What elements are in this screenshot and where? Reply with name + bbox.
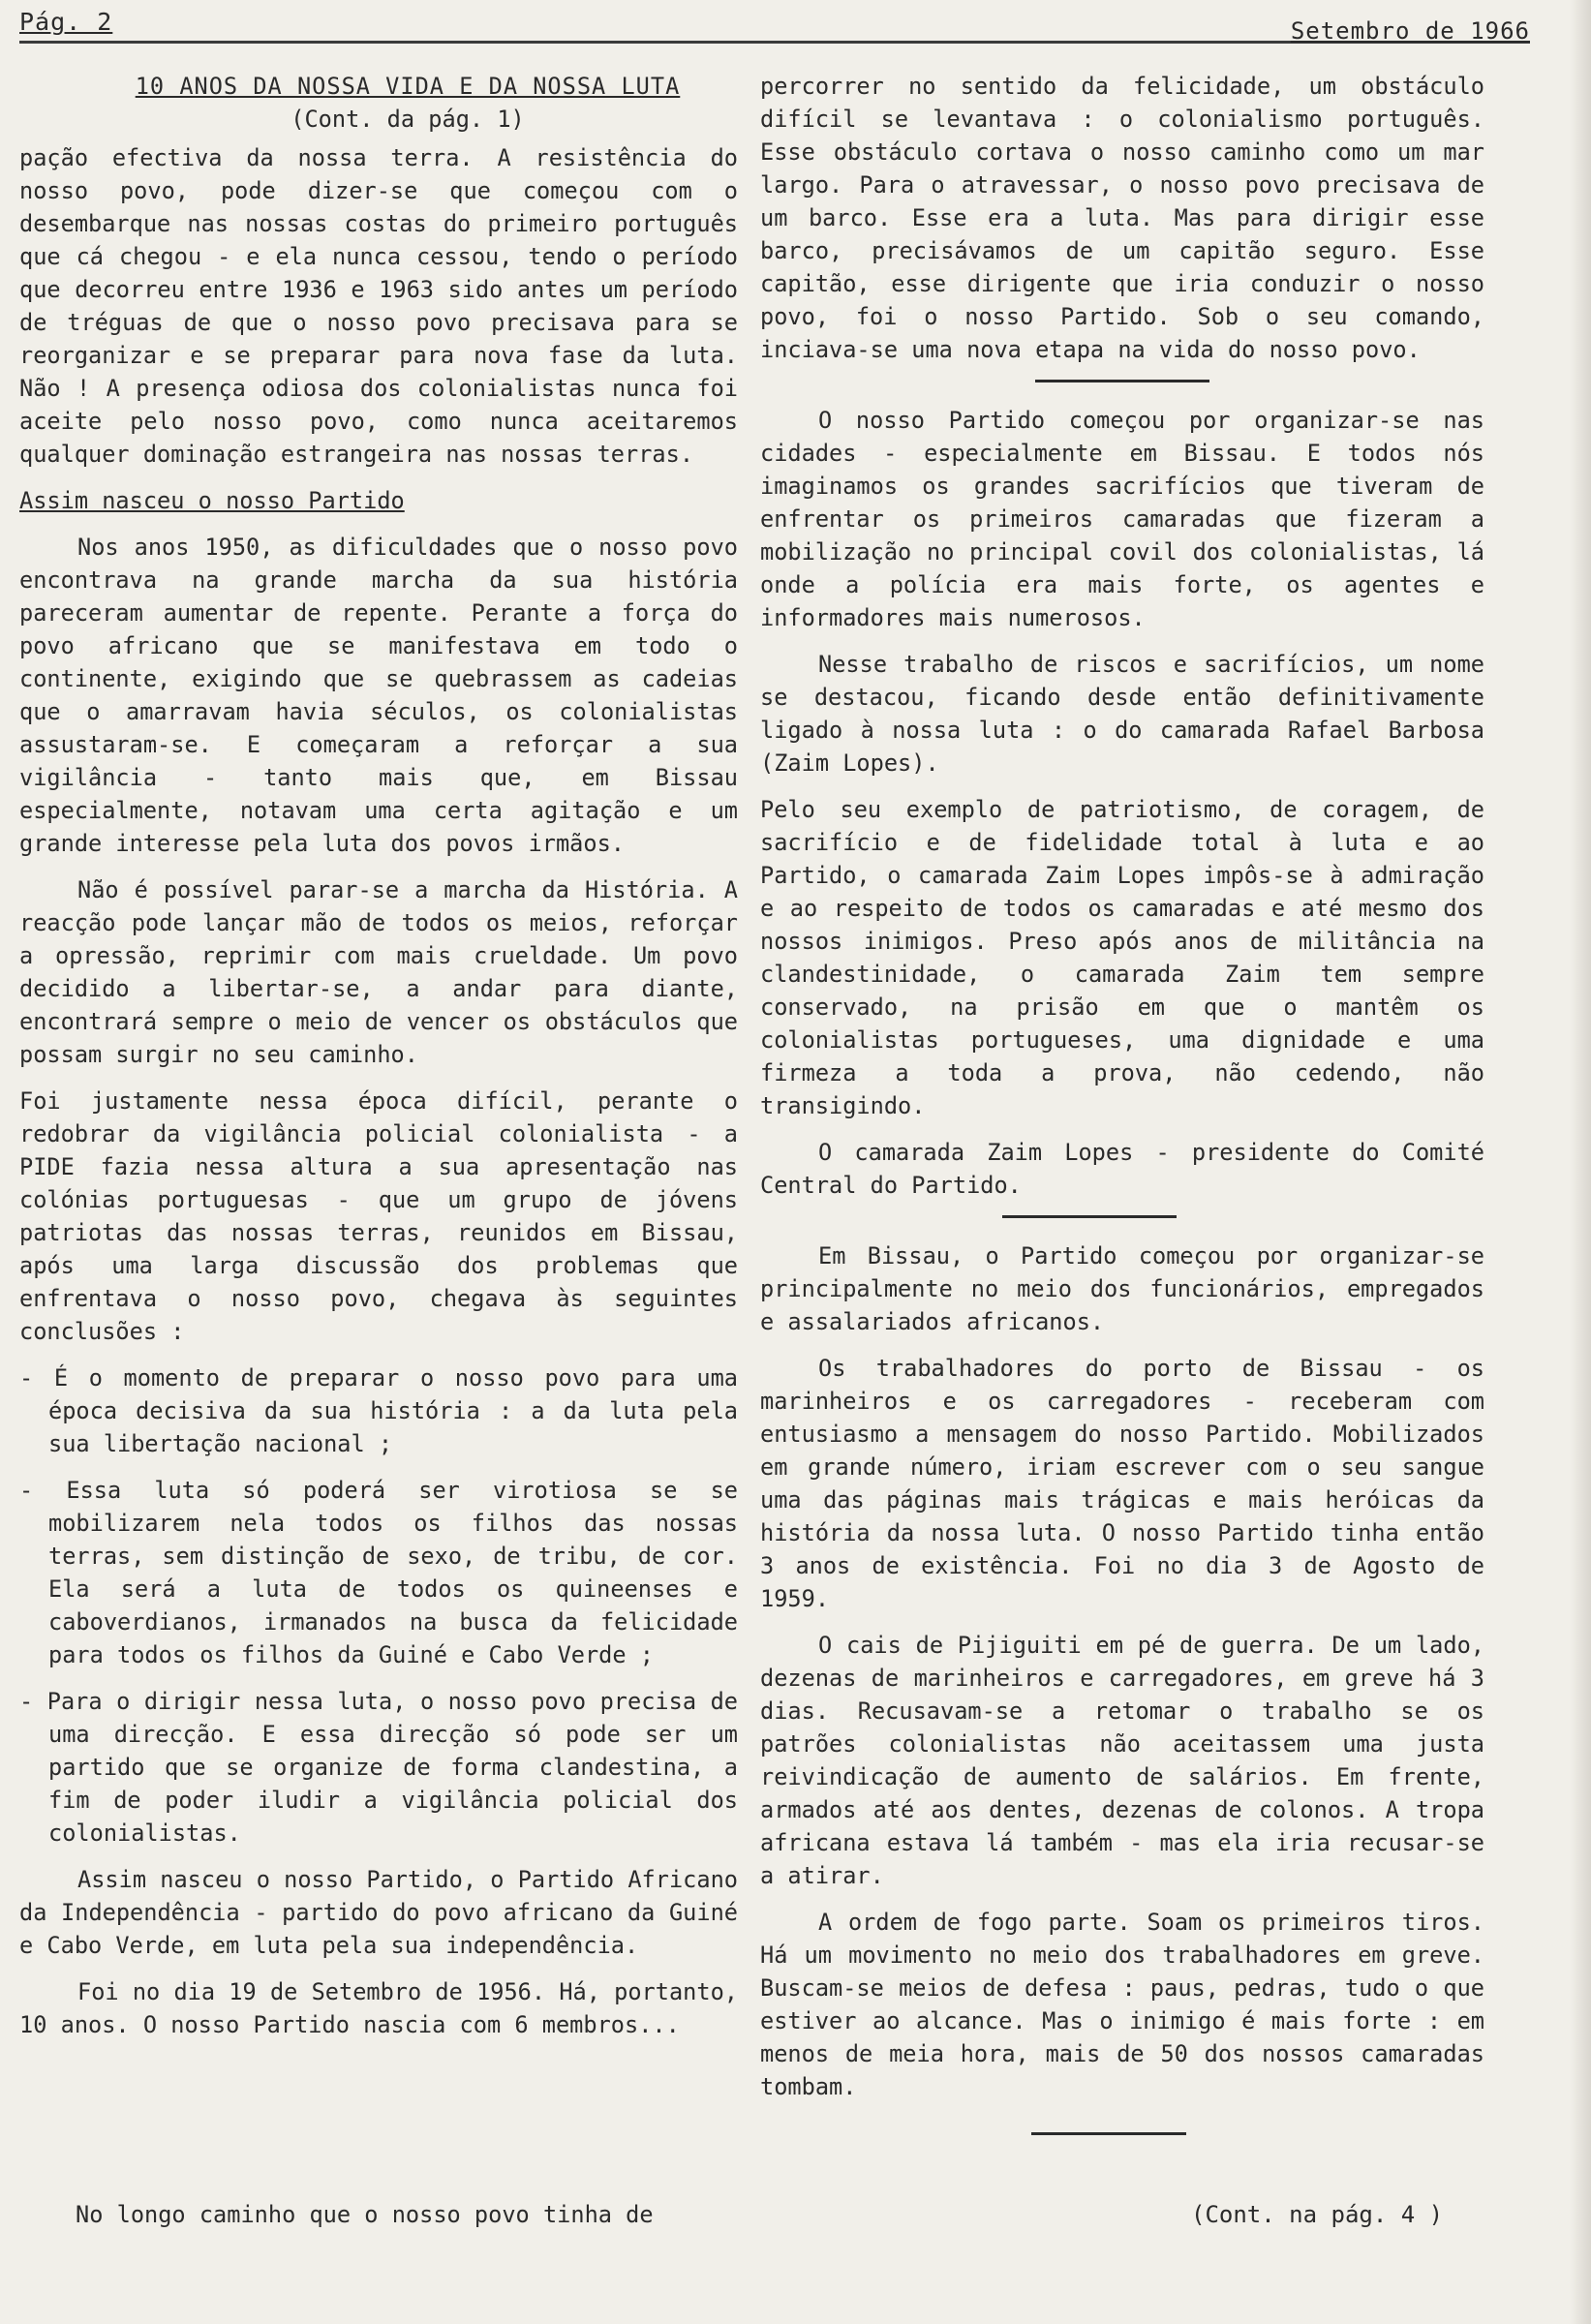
paragraph: Não é possível parar-se a marcha da História. A reacção pode lançar mão de todos os meios, reforçar a opressão, reprimir com mais crueldade. Um povo decidido a libertar-se, a andar para diante, encontrará sempre o meio de vencer os obstáculos que possam surgir no seu caminho. [19, 876, 738, 1068]
left-column [19, 70, 738, 2055]
list-item: - Para o dirigir nessa luta, o nosso povo precisa de uma direcção. E essa direcção só pode ser um partido que se organize de forma clandestina, a fim de poder iludir a vigilância policial dos colonialistas. [19, 1688, 738, 1847]
section-subheading: Assim nasceu o nosso Partido [19, 487, 405, 514]
paragraph: O cais de Pijiguiti em pé de guerra. De um lado, dezenas de marinheiros e carregadores, em greve há 3 dias. Recusavam-se a retomar o trabalho se os patrões colonialistas não aceitassem uma justa reivindicação de aumento de salários. Em frente, armados até aos dentes, dezenas de colonos. A tropa africana estava lá também - mas ela iria recusar-se a atirar. [760, 1632, 1484, 1889]
article-title: 10 ANOS DA NOSSA VIDA E DA NOSSA LUTA [135, 73, 681, 100]
continuation-from: (Cont. da pág. 1) [291, 106, 525, 133]
paragraph: O camarada Zaim Lopes - presidente do Comité Central do Partido. [760, 1139, 1484, 1199]
paragraph: Foi no dia 19 de Setembro de 1956. Há, portanto, 10 anos. O nosso Partido nascia com 6 membros... [19, 1978, 738, 2038]
paragraph: Os trabalhadores do porto de Bissau - os marinheiros e os carregadores - receberam com entusiasmo a mensagem do nosso Partido. Mobilizados em grande número, iriam escrever com o seu sangue uma das páginas mais trágicas e mais heróicas da história da nossa luta. O nosso Partido tinha então 3 anos de existência. Foi no dia 3 de Agosto de 1959. [760, 1355, 1484, 1612]
article-title-block [19, 70, 738, 136]
paragraph: Em Bissau, o Partido começou por organizar-se principalmente no meio dos funcionários, empregados e assalariados africanos. [760, 1242, 1484, 1335]
paragraph: Foi justamente nessa época difícil, perante o redobrar da vigilância policial colonialista - a PIDE fazia nessa altura a sua apresentação nas colónias portuguesas - que um grupo de jóvens patriotas das nossas terras, reunidos em Bissau, após uma larga discussão dos problemas que enfrentava o nosso povo, chegava às seguintes conclusões : [19, 1087, 738, 1345]
paragraph: Assim nasceu o nosso Partido, o Partido Africano da Independência - partido do povo africano da Guiné e Cabo Verde, em luta pela sua independência. [19, 1866, 738, 1959]
list-item: - Essa luta só poderá ser virotiosa se se mobilizarem nela todos os filhos das nossas terras, sem distinção de sexo, de tribu, de cor. Ela será a luta de todos os quineenses e caboverdianos, irmanados na busca da felicidade para todos os filhos da Guiné e Cabo Verde ; [19, 1477, 738, 1668]
separator-rule [1035, 380, 1209, 382]
paragraph: pação efectiva da nossa terra. A resistência do nosso povo, pode dizer-se que começou com o desembarque nas nossas costas do primeiro português que cá chegou - e ela nunca cessou, tendo o período que decorreu entre 1936 e 1963 sido antes um período de tréguas de que o nosso povo precisava para se reorganizar e se preparar para nova fase da luta. Não ! A presença odiosa dos colonialistas nunca foi aceite pelo nosso povo, como nunca aceitaremos qualquer dominação estrangeira nas nossas terras. [19, 144, 738, 468]
list-item: - É o momento de preparar o nosso povo para uma época decisiva da sua história : a da luta pela sua libertação nacional ; [19, 1364, 738, 1457]
page-number: Pág. 2 [19, 8, 113, 36]
paragraph: Pelo seu exemplo de patriotismo, de coragem, de sacrifício e de fidelidade total à luta e ao Partido, o camarada Zaim Lopes impôs-se à admiração e ao respeito de todos os camaradas e até mesmo dos nossos inimigos. Preso após anos de militância na clandestinidade, o camarada Zaim tem sempre conservado, na prisão em que o mantêm os colonialistas portugueses, uma dignidade e uma firmeza a toda a prova, não cedendo, não transigindo. [760, 796, 1484, 1119]
paragraph: Nesse trabalho de riscos e sacrifícios, um nome se destacou, ficando desde então definitivamente ligado à nossa luta : o do camarada Rafael Barbosa (Zaim Lopes). [760, 651, 1484, 777]
paragraph: percorrer no sentido da felicidade, um obstáculo difícil se levantava : o colonialismo português. Esse obstáculo cortava o nosso caminho como um mar largo. Para o atravessar, o nosso povo precisava de um barco. Esse era a luta. Mas para dirigir esse barco, precisávamos de um capitão seguro. Esse capitão, esse dirigente que iria conduzir o nosso povo, foi o nosso Partido. Sob o seu comando, inciava-se uma nova etapa na vida do nosso povo. [760, 73, 1484, 363]
right-column [760, 70, 1484, 2143]
continuation-to: (Cont. na pág. 4 ) [1191, 2201, 1444, 2228]
paragraph-continues: No longo caminho que o nosso povo tinha de [76, 2201, 654, 2228]
page-header [19, 8, 1530, 44]
paragraph: Nos anos 1950, as dificuldades que o nosso povo encontrava na grande marcha da sua história pareceram aumentar de repente. Perante a força do povo africano que se manifestava em todo o continente, exigindo que se quebrassem as cadeias que o amarravam havia séculos, os colonialistas assustaram-se. E começaram a reforçar a sua vigilância - tanto mais que, em Bissau especialmente, notavam uma certa agitação e um grande interesse pela luta dos povos irmãos. [19, 534, 738, 857]
paragraph: O nosso Partido começou por organizar-se nas cidades - especialmente em Bissau. E todos nós imaginamos os grandes sacrifícios que tiveram de enfrentar os primeiros camaradas que fizeram a mobilização no principal covil dos colonialistas, lá onde a polícia era mais forte, os agentes e informadores mais numerosos. [760, 407, 1484, 631]
separator-rule [1002, 1215, 1177, 1218]
paragraph: A ordem de fogo parte. Soam os primeiros tiros. Há um movimento no meio dos trabalhadores em greve. Buscam-se meios de defesa : paus, pedras, tudo o que estiver ao alcance. Mas o inimigo é mais forte : em menos de meia hora, mais de 50 dos nossos camaradas tombam. [760, 1909, 1484, 2100]
paper-edge-shadow [1570, 0, 1591, 2324]
issue-date: Setembro de 1966 [1290, 17, 1530, 45]
separator-rule [1031, 2132, 1186, 2135]
